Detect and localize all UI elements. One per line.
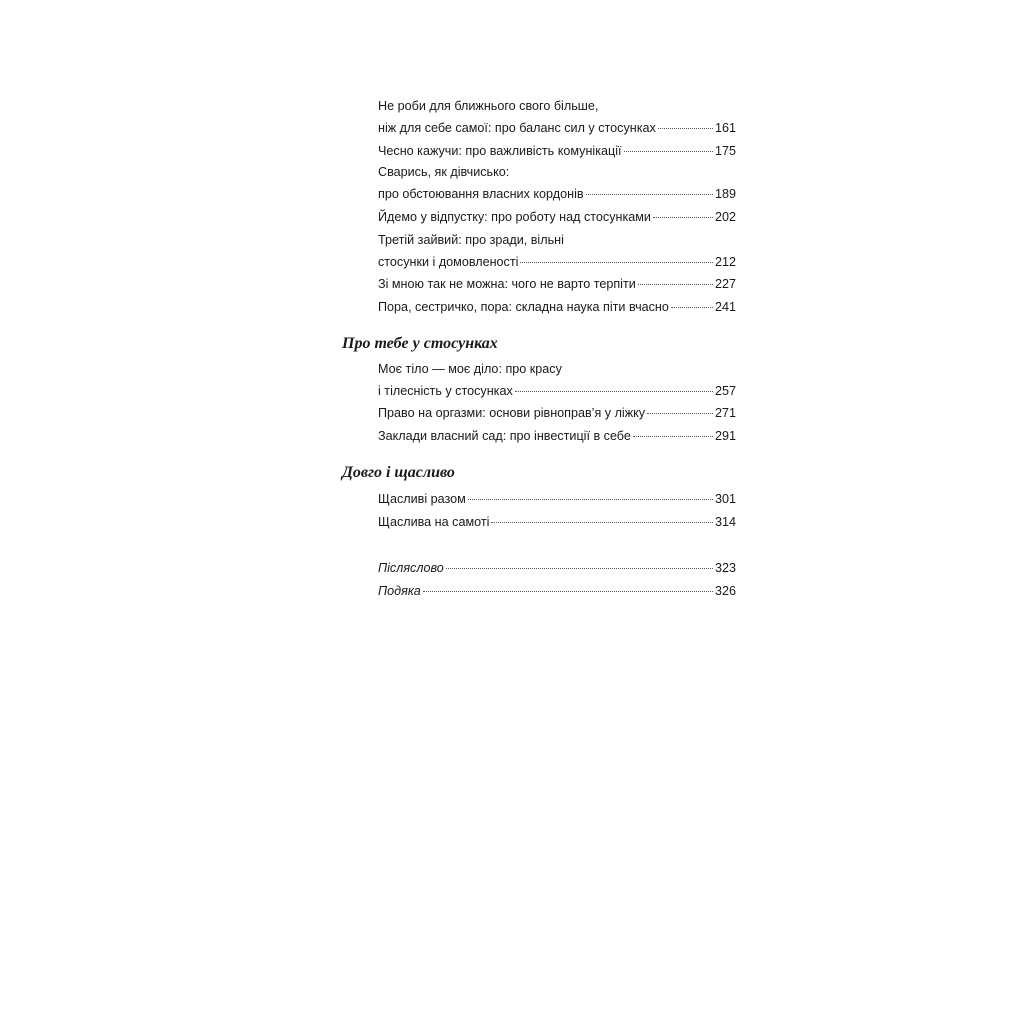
dot-leader (491, 512, 713, 523)
toc-entry-title: Йдемо у відпустку: про роботу над стосунками (378, 210, 651, 224)
toc-page-number: 291 (714, 429, 736, 443)
toc-entry-afterword[interactable] (378, 558, 736, 580)
toc-entry-line (378, 381, 736, 403)
toc-entry-title: ніж для себе самої: про баланс сил у стосунках (378, 121, 656, 135)
toc-page-number: 314 (714, 515, 736, 529)
toc-entry-line (378, 581, 736, 603)
dot-leader (647, 403, 713, 414)
toc-entry-acknowledgements[interactable] (378, 581, 736, 603)
dot-leader (446, 558, 713, 569)
toc-page-number: 241 (714, 300, 736, 314)
toc-entry-title: і тілесність у стосунках (378, 384, 513, 398)
toc-entry-first-line: Не роби для ближнього свого більше, (378, 99, 599, 113)
toc-page-number: 323 (714, 561, 736, 575)
toc-page-number: 227 (714, 277, 736, 291)
toc-entry-title: Щаслива на самоті (378, 515, 490, 529)
toc-entry-line (378, 141, 736, 163)
dot-leader (586, 184, 713, 195)
dot-leader (658, 118, 713, 129)
dot-leader (638, 274, 713, 285)
toc-entry-line (378, 118, 736, 140)
toc-entry-first-line: Сварись, як дівчисько: (378, 165, 510, 179)
dot-leader (633, 426, 713, 437)
toc-page-number: 202 (714, 210, 736, 224)
toc-page-number: 326 (714, 584, 736, 598)
dot-leader (653, 207, 713, 218)
toc-entry-title: Післяслово (378, 561, 444, 575)
toc-entry[interactable] (378, 489, 736, 511)
dot-leader (520, 252, 713, 263)
toc-entry-line (378, 558, 736, 580)
toc-entry-title: Пора, сестричко, пора: складна наука піти вчасно (378, 300, 669, 314)
dot-leader (624, 141, 713, 152)
toc-entry[interactable] (378, 230, 736, 274)
toc-entry[interactable] (378, 403, 736, 425)
toc-entry-line (378, 512, 736, 534)
toc-entry-title: стосунки і домовленості (378, 255, 519, 269)
toc-entry-title: Право на оргазми: основи рівноправ’я у ліжку (378, 406, 646, 420)
toc-entry-line (378, 489, 736, 511)
toc-entry-line (378, 426, 736, 448)
toc-entry-line (378, 403, 736, 425)
toc-page-number: 271 (714, 406, 736, 420)
dot-leader (671, 297, 713, 308)
dot-leader (515, 381, 713, 392)
toc-entry-title: Щасливі разом (378, 492, 466, 506)
toc-page-number: 212 (714, 255, 736, 269)
dot-leader (468, 489, 713, 500)
toc-entry[interactable] (378, 297, 736, 319)
toc-page-number: 161 (714, 121, 736, 135)
toc-page-number: 175 (714, 144, 736, 158)
toc-entry[interactable] (378, 512, 736, 534)
toc-entry-line (378, 274, 736, 296)
toc-entry[interactable] (378, 96, 736, 140)
toc-entry-title: про обстоювання власних кордонів (378, 187, 584, 201)
toc-entry-line (378, 252, 736, 274)
toc-entry-title: Подяка (378, 584, 421, 598)
toc-entry-title: Зі мною так не можна: чого не варто терпіти (378, 277, 636, 291)
dot-leader (423, 581, 713, 592)
toc-entry-line (378, 184, 736, 206)
toc-entry-title: Чесно кажучи: про важливість комунікації (378, 144, 622, 158)
toc-entry[interactable] (378, 141, 736, 163)
toc-entry-first-line: Третій зайвий: про зради, вільні (378, 233, 564, 247)
toc-page-number: 189 (714, 187, 736, 201)
toc-entry-line (378, 207, 736, 229)
toc-page-number: 257 (714, 384, 736, 398)
toc-entry[interactable] (378, 162, 736, 206)
toc-entry[interactable] (378, 207, 736, 229)
toc-entry[interactable] (378, 426, 736, 448)
toc-page-number: 301 (714, 492, 736, 506)
toc-entry-line (378, 297, 736, 319)
section-title: Довго і щасливо (342, 464, 455, 481)
toc-entry-first-line: Моє тіло — моє діло: про красу (378, 362, 562, 376)
toc-entry[interactable] (378, 274, 736, 296)
toc-entry[interactable] (378, 359, 736, 403)
section-title: Про тебе у стосунках (342, 335, 498, 352)
toc-entry-title: Заклади власний сад: про інвестиції в себе (378, 429, 631, 443)
